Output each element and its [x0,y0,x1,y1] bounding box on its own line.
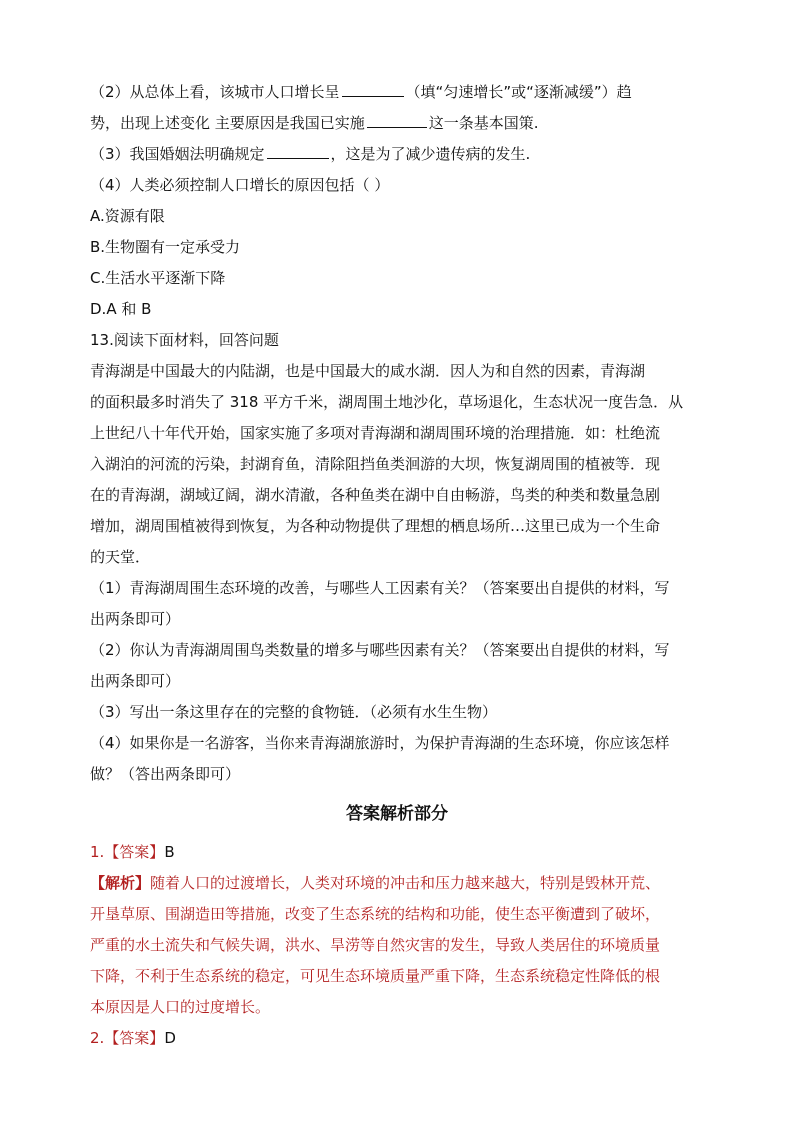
q13-question-line: 做？（答出两条即可） [90,765,241,783]
answers-heading: 答案解析部分 [346,804,448,824]
option-a: A.资源有限 [90,207,165,225]
option-d: D.A 和 B [90,300,152,318]
option-c: C.生活水平逐渐下降 [90,269,226,287]
passage-line: 的面积最多时消失了 318 平方千米，湖周围土地沙化，草场退化，生态状况一度告急．从 [90,393,684,411]
q13-title: 13.阅读下面材料，回答问题 [90,331,279,349]
analysis-line [90,873,710,893]
answer-2-value: D [164,1029,176,1047]
answer-2 [90,1028,710,1048]
passage-line: 上世纪八十年代开始，国家实施了多项对青海湖和湖周围环境的治理措施．如：杜绝流 [90,424,661,442]
analysis-line: 下降，不利于生态系统的稳定，可见生态环境质量严重下降，生态系统稳定性降低的根 [90,967,661,985]
analysis-line: 严重的水土流失和气候失调，洪水、旱涝等自然灾害的发生，导致人类居住的环境质量 [90,936,661,954]
analysis-line: 本原因是人口的过度增长。 [90,998,271,1016]
analysis-line: 开垦草原、围湖造田等措施，改变了生态系统的结构和功能，使生态平衡遭到了破坏， [90,905,661,923]
passage-line: 入湖泊的河流的污染，封湖育鱼，清除阻挡鱼类洄游的大坝，恢复湖周围的植被等．现 [90,455,661,473]
answer-1-value: B [164,843,175,861]
answer-1-label: 1.【答案】 [90,843,165,861]
q13-question-line: （4）如果你是一名游客，当你来青海湖旅游时，为保护青海湖的生态环境，你应该怎样 [90,734,670,752]
q12-sub2-text-c: 势，出现上述变化 主要原因是我国已实施 [90,114,365,132]
q12-sub3 [90,144,710,164]
q12-sub4: （4）人类必须控制人口增长的原因包括（ ） [90,176,390,194]
q12-sub3-text-a: （3）我国婚姻法明确规定 [90,145,265,163]
q12-sub2-text-a: （2）从总体上看，该城市人口增长呈 [90,83,340,101]
answer-1 [90,842,710,862]
passage-line: 青海湖是中国最大的内陆湖，也是中国最大的咸水湖．因人为和自然的因素，青海湖 [90,362,646,380]
answer-blank [367,113,427,128]
passage-line: 的天堂． [90,548,151,566]
analysis-text: 随着人口的过渡增长，人类对环境的冲击和压力越来越大，特别是毁林开荒、 [150,874,661,892]
q12-sub2-text-d: 这一条基本国策. [428,114,539,132]
q12-sub2-text-b: （填“匀速增长”或“逐渐减缓”）趋 [405,83,632,101]
q13-question-line: （3）写出一条这里存在的完整的食物链．（必须有水生生物） [90,703,498,721]
q13-question-line: （2）你认为青海湖周围鸟类数量的增多与哪些因素有关？（答案要出自提供的材料，写 [90,641,670,659]
passage-line: 在的青海湖，湖域辽阔，湖水清澈，各种鱼类在湖中自由畅游，鸟类的种类和数量急剧 [90,486,661,504]
analysis-label: 【解析】 [90,874,151,892]
answer-blank [342,82,404,97]
answer-blank [267,144,329,159]
q12-sub2-line1 [90,82,710,102]
q13-question-line: 出两条即可） [90,610,181,628]
answer-2-label: 2.【答案】 [90,1029,165,1047]
option-b: B.生物圈有一定承受力 [90,238,241,256]
passage-line: 增加，湖周围植被得到恢复，为各种动物提供了理想的栖息场所…这里已成为一个生命 [90,517,661,535]
q13-question-line: （1）青海湖周围生态环境的改善，与哪些人工因素有关？（答案要出自提供的材料，写 [90,579,670,597]
q13-question-line: 出两条即可） [90,672,181,690]
q12-sub2-line2 [90,113,710,133]
q12-sub3-text-b: ，这是为了减少遗传病的发生. [330,145,531,163]
